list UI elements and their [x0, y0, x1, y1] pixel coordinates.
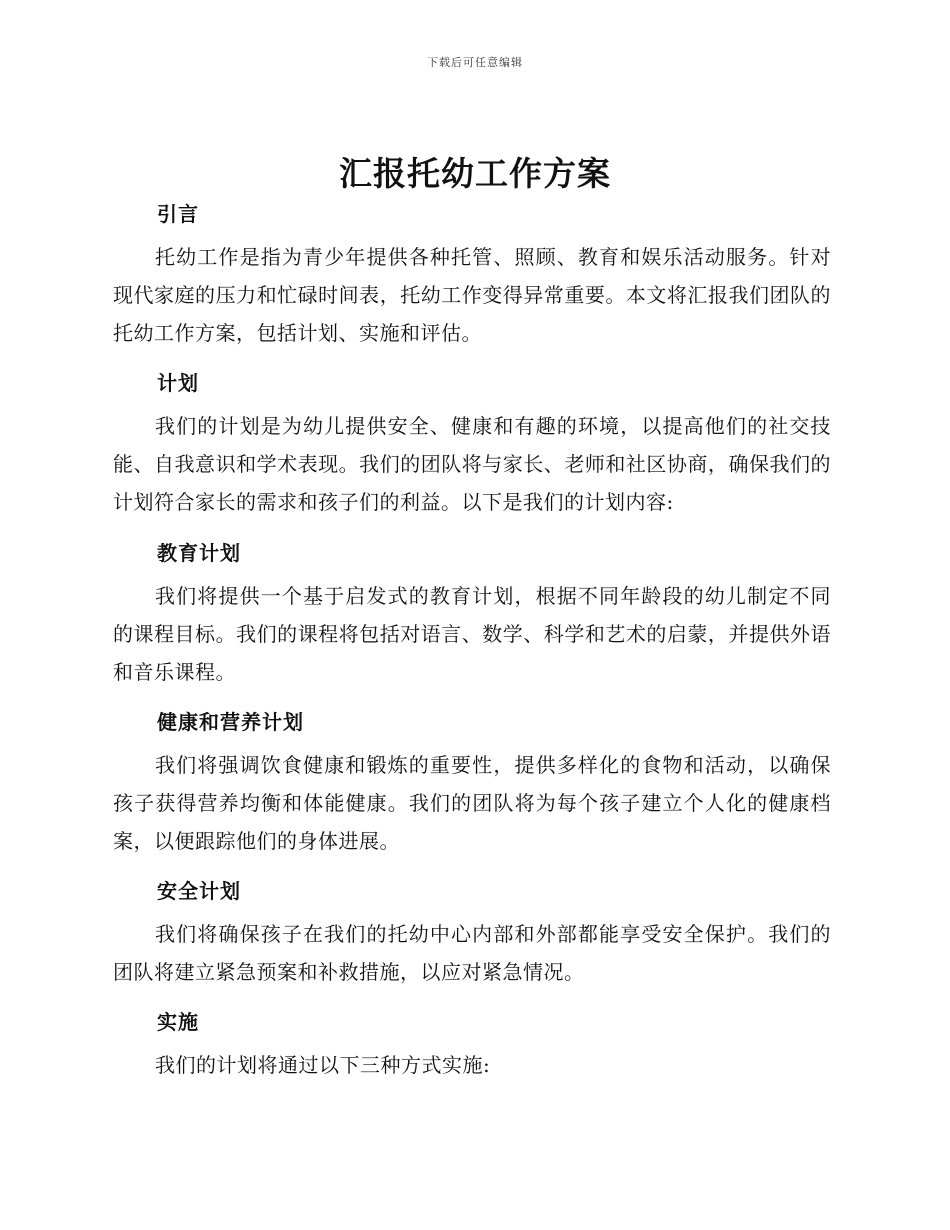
- header-note: 下载后可任意编辑: [427, 56, 523, 69]
- section-heading-education-plan: 教育计划: [157, 541, 241, 565]
- section-heading-implementation: 实施: [157, 1010, 199, 1034]
- section-body-education-plan: 我们将提供一个基于启发式的教育计划，根据不同年龄段的幼儿制定不同的课程目标。我们的课程将包括对语言、数学、科学和艺术的启蒙，并提供外语和音乐课程。: [113, 584, 831, 684]
- section-heading-safety-plan: 安全计划: [157, 879, 241, 903]
- section-heading-plan: 计划: [157, 371, 199, 395]
- section-heading-intro: 引言: [157, 202, 199, 226]
- section-heading-health-plan: 健康和营养计划: [157, 710, 304, 734]
- section-body-intro: 托幼工作是指为青少年提供各种托管、照顾、教育和娱乐活动服务。针对现代家庭的压力和忙碌时间表，托幼工作变得异常重要。本文将汇报我们团队的托幼工作方案，包括计划、实施和评估。: [113, 245, 831, 345]
- section-body-health-plan: 我们将强调饮食健康和锻炼的重要性，提供多样化的食物和活动，以确保孩子获得营养均衡和体能健康。我们的团队将为每个孩子建立个人化的健康档案，以便跟踪他们的身体进展。: [113, 753, 831, 853]
- section-body-safety-plan: 我们将确保孩子在我们的托幼中心内部和外部都能享受安全保护。我们的团队将建立紧急预案和补救措施，以应对紧急情况。: [113, 922, 831, 984]
- section-body-implementation: 我们的计划将通过以下三种方式实施:: [155, 1053, 491, 1077]
- section-body-plan: 我们的计划是为幼儿提供安全、健康和有趣的环境，以提高他们的社交技能、自我意识和学术表现。我们的团队将与家长、老师和社区协商，确保我们的计划符合家长的需求和孩子们的利益。以下是我们的计划内容:: [113, 414, 831, 514]
- document-title: 汇报托幼工作方案: [339, 154, 611, 193]
